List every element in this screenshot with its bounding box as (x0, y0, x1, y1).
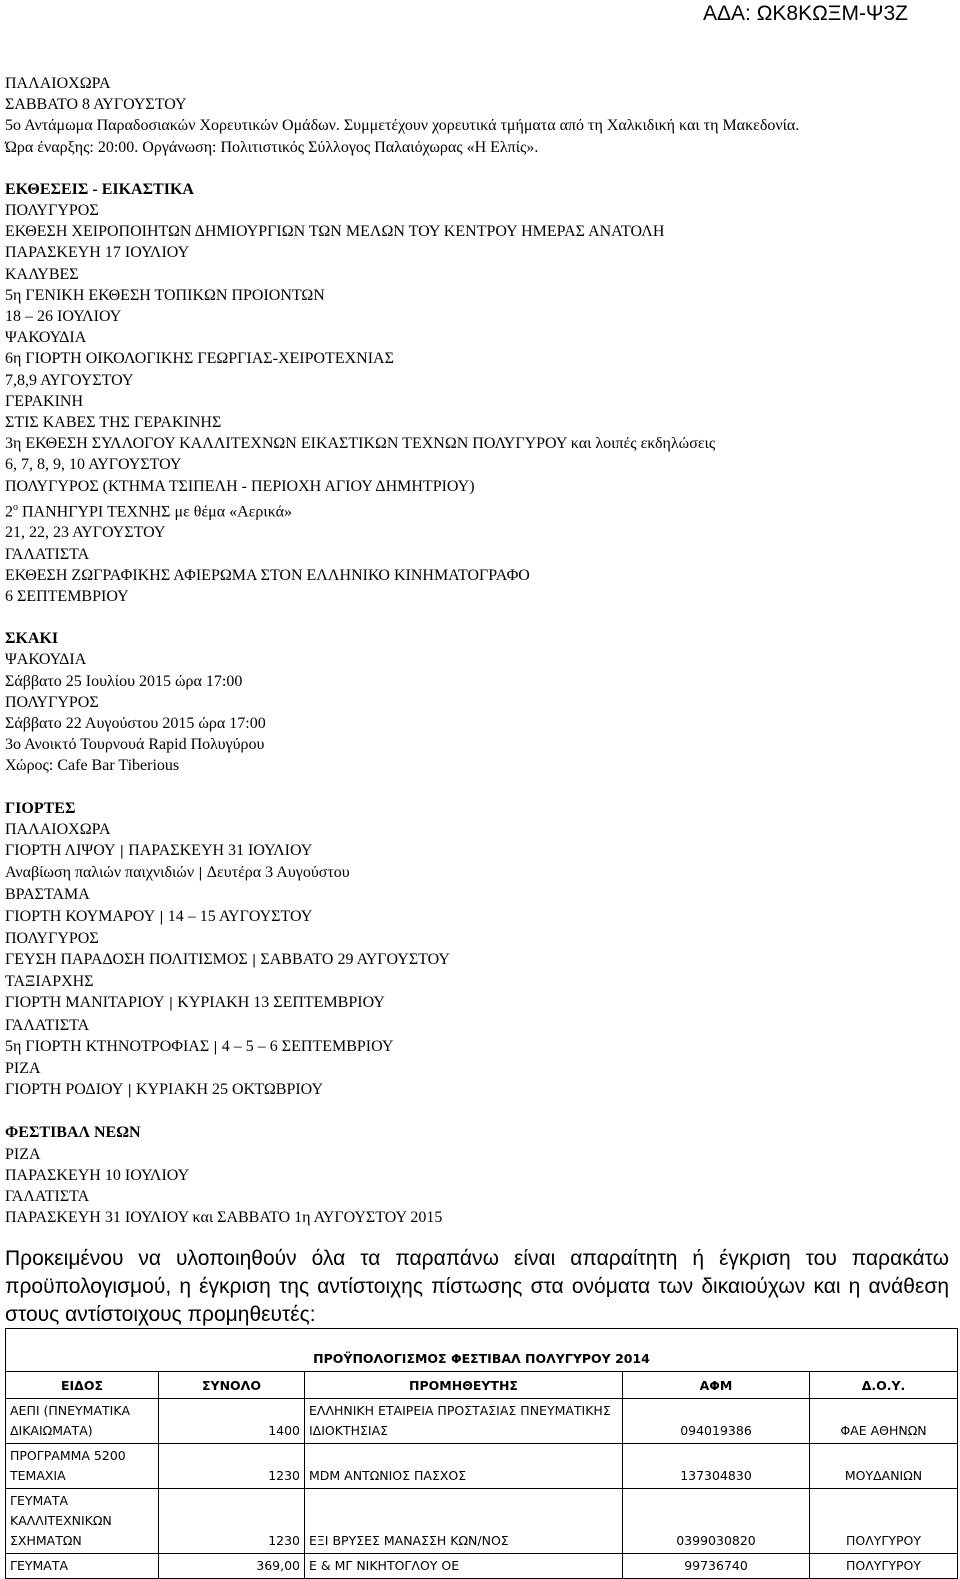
cell-eidos: ΠΡΟΓΡΑΜΜΑ 5200 ΤΕΜΑΧΙΑ (6, 1444, 159, 1489)
line-text: ΠΑΝΗΓΥΡΙ ΤΕΧΝΗΣ με θέμα «Αερικά» (18, 503, 292, 521)
budget-title: ΠΡΟΫΠΟΛΟΓΙΣΜΟΣ ΦΕΣΤΙΒΑΛ ΠΟΛΥΓΥΡΟΥ 2014 (6, 1329, 958, 1372)
line-part: ΓΕΥΣΗ ΠΑΡΑΔΟΣΗ ΠΟΛΙΤΙΣΜΟΣ (5, 951, 248, 969)
cell-promitheftis: ΕΞΙ ΒΡΥΣΕΣ ΜΑΝΑΣΣΗ ΚΩΝ/ΝΟΣ (305, 1489, 623, 1554)
cell-doy: ΠΟΛΥΓΥΡΟΥ (810, 1489, 958, 1554)
header-doy: Δ.Ο.Υ. (810, 1372, 958, 1399)
separator-bar: | (164, 996, 178, 1012)
header-eidos: ΕΙΔΟΣ (6, 1372, 159, 1399)
program-line: Σάββατο 25 Ιουλίου 2015 ώρα 17:00 (5, 672, 243, 690)
program-line: ΕΚΘΕΣΗ ΧΕΙΡΟΠΟΙΗΤΩΝ ΔΗΜΙΟΥΡΓΙΩΝ ΤΩΝ ΜΕΛΩΝ ΤΟΥ ΚΕΝΤΡΟΥ ΗΜΕΡΑΣ ΑΝΑΤΟΛΗ (5, 223, 665, 241)
line-part: 5η ΓΙΟΡΤΗ ΚΤΗΝΟΤΡΟΦΙΑΣ (5, 1037, 210, 1055)
cell-afm: 137304830 (623, 1444, 810, 1489)
program-line: ΠΟΛΥΓΥΡΟΣ (5, 693, 99, 711)
budget-row (6, 1444, 958, 1489)
line-part: Δευτέρα 3 Αυγούστου (206, 864, 350, 882)
cell-doy: ΜΟΥΔΑΝΙΩΝ (810, 1444, 958, 1489)
program-line: ΠΟΛΥΓΥΡΟΣ (5, 929, 99, 947)
budget-row (6, 1554, 958, 1579)
cell-doy: ΦΑΕ ΑΘΗΝΩΝ (810, 1399, 958, 1444)
program-line: ΠΑΡΑΣΚΕΥΗ 31 ΙΟΥΛΙΟΥ και ΣΑΒΒΑΤΟ 1η ΑΥΓΟΥΣΤΟΥ 2015 (5, 1209, 443, 1227)
program-line: 7,8,9 ΑΥΓΟΥΣΤΟΥ (5, 371, 134, 389)
program-line: ΡΙΖΑ (5, 1145, 41, 1163)
program-line (5, 992, 955, 1014)
program-line: ΠΑΡΑΣΚΕΥΗ 17 ΙΟΥΛΙΟΥ (5, 244, 190, 262)
separator-bar: | (155, 909, 168, 925)
line-part: ΓΙΟΡΤΗ ΜΑΝΙΤΑΡΙΟΥ (5, 994, 165, 1012)
cell-promitheftis: Ε & ΜΓ ΝΙΚΗΤΟΓΛΟΥ ΟΕ (305, 1554, 623, 1579)
program-line: 18 – 26 ΙΟΥΛΙΟΥ (5, 308, 122, 326)
cell-doy: ΠΟΛΥΓΥΡΟΥ (810, 1554, 958, 1579)
cell-eidos: ΑΕΠΙ (ΠΝΕΥΜΑΤΙΚΑ ΔΙΚΑΙΩΜΑΤΑ) (6, 1399, 159, 1444)
program-line: 6 ΣΕΠΤΕΜΒΡΙΟΥ (5, 588, 129, 605)
line-part: ΚΥΡΙΑΚΗ 13 ΣΕΠΤΕΜΒΡΙΟΥ (177, 994, 385, 1012)
header-promitheftis: ΠΡΟΜΗΘΕΥΤΗΣ (305, 1372, 623, 1399)
program-line: 3ο Ανοικτό Τουρνουά Rapid Πολυγύρου (5, 736, 265, 754)
program-line: Ώρα έναρξης: 20:00. Οργάνωση: Πολιτιστικός Σύλλογος Παλαιόχωρας «Η Ελπίς». (5, 138, 539, 156)
program-line: ΣΤΙΣ ΚΑΒΕΣ ΤΗΣ ΓΕΡΑΚΙΝΗΣ (5, 414, 222, 432)
line-part: ΓΙΟΡΤΗ ΛΙΨΟΥ (5, 842, 116, 860)
program-line (5, 862, 955, 884)
program-line: ΓΑΛΑΤΙΣΤΑ (5, 545, 90, 563)
line-part: ΓΙΟΡΤΗ ΚΟΥΜΑΡΟΥ (5, 907, 156, 925)
ordinal-number: 2 (5, 503, 13, 521)
section-heading: ΕΚΘΕΣΕΙΣ - ΕΙΚΑΣΤΙΚΑ (5, 180, 194, 198)
program-line: ΠΟΛΥΓΥΡΟΣ (ΚΤΗΜΑ ΤΣΙΠΕΛΗ - ΠΕΡΙΟΧΗ ΑΓΙΟΥ ΔΗΜΗΤΡΙΟΥ) (5, 477, 475, 495)
cell-afm: 094019386 (623, 1399, 810, 1444)
program-line: 3η ΕΚΘΕΣΗ ΣΥΛΛΟΓΟΥ ΚΑΛΛΙΤΕΧΝΩΝ ΕΙΚΑΣΤΙΚΩΝ ΤΕΧΝΩΝ ΠΟΛΥΓΥΡΟΥ και λοιπές εκδηλώσεις (5, 435, 716, 453)
ada-code: ΑΔΑ: ΩΚ8ΚΩΞΜ-Ψ3Ζ (703, 2, 908, 25)
program-line: ΨΑΚΟΥΔΙΑ (5, 651, 87, 669)
cell-eidos: ΓΕΥΜΑΤΑ (6, 1554, 159, 1579)
event-program (5, 73, 955, 1228)
program-line: ΣΑΒΒΑΤΟ 8 ΑΥΓΟΥΣΤΟΥ (5, 96, 187, 114)
program-line: 6η ΓΙΟΡΤΗ ΟΙΚΟΛΟΓΙΚΗΣ ΓΕΩΡΓΙΑΣ-ΧΕΙΡΟΤΕΧΝΙΑΣ (5, 350, 394, 368)
budget-header-row (6, 1372, 958, 1399)
separator-bar: | (209, 1039, 222, 1055)
program-line: Σάββατο 22 Αυγούστου 2015 ώρα 17:00 (5, 715, 266, 733)
header-synolo: ΣΥΝΟΛΟ (159, 1372, 305, 1399)
separator-bar: | (247, 953, 261, 969)
program-line: ΓΕΡΑΚΙΝΗ (5, 392, 84, 410)
program-line (5, 949, 955, 971)
cell-eidos: ΓΕΥΜΑΤΑ ΚΑΛΛΙΤΕΧΝΙΚΩΝ ΣΧΗΜΑΤΩΝ (6, 1489, 159, 1554)
cell-synolo: 1230 (159, 1444, 305, 1489)
line-part: ΣΑΒΒΑΤΟ 29 ΑΥΓΟΥΣΤΟΥ (260, 951, 450, 969)
program-line: 21, 22, 23 ΑΥΓΟΥΣΤΟΥ (5, 524, 166, 542)
program-line (5, 1079, 955, 1101)
separator-bar: | (123, 1083, 136, 1099)
program-line: ΚΑΛΥΒΕΣ (5, 265, 79, 283)
section-heading: ΓΙΟΡΤΕΣ (5, 799, 76, 817)
cell-afm: 0399030820 (623, 1489, 810, 1554)
separator-bar: | (115, 844, 129, 860)
line-part: 4 – 5 – 6 ΣΕΠΤΕΜΒΡΙΟΥ (221, 1037, 394, 1055)
cell-promitheftis: MDM ΑΝΤΩΝΙΟΣ ΠΑΣΧΟΣ (305, 1444, 623, 1489)
program-line: 6, 7, 8, 9, 10 ΑΥΓΟΥΣΤΟΥ (5, 456, 182, 474)
program-line: ΓΑΛΑΤΙΣΤΑ (5, 1188, 90, 1206)
program-line (5, 1036, 955, 1058)
line-part: 14 – 15 ΑΥΓΟΥΣΤΟΥ (167, 907, 313, 925)
ordinal-suffix: ο (13, 501, 18, 513)
program-line: ΠΑΛΑΙΟΧΩΡΑ (5, 820, 111, 838)
cell-synolo: 1230 (159, 1489, 305, 1554)
line-part: ΠΑΡΑΣΚΕΥΗ 31 ΙΟΥΛΙΟΥ (128, 842, 313, 860)
header-afm: ΑΦΜ (623, 1372, 810, 1399)
separator-bar: | (194, 866, 207, 882)
program-line (5, 840, 955, 862)
cell-synolo: 369,00 (159, 1554, 305, 1579)
program-line: ΠΟΛΥΓΥΡΟΣ (5, 202, 99, 220)
program-line: 5η ΓΕΝΙΚΗ ΕΚΘΕΣΗ ΤΟΠΙΚΩΝ ΠΡΟΙΟΝΤΩΝ (5, 286, 325, 304)
section-heading: ΣΚΑΚΙ (5, 630, 59, 648)
cell-afm: 99736740 (623, 1554, 810, 1579)
program-line: ΓΑΛΑΤΙΣΤΑ (5, 1016, 90, 1034)
program-line (5, 497, 955, 523)
line-part: ΚΥΡΙΑΚΗ 25 ΟΚΤΩΒΡΙΟΥ (136, 1081, 323, 1099)
program-line (5, 906, 955, 928)
program-line: ΕΚΘΕΣΗ ΖΩΓΡΑΦΙΚΗΣ ΑΦΙΕΡΩΜΑ ΣΤΟΝ ΕΛΛΗΝΙΚΟ ΚΙΝΗΜΑΤΟΓΡΑΦΟ (5, 566, 530, 584)
budget-row (6, 1399, 958, 1444)
section-heading: ΦΕΣΤΙΒΑΛ ΝΕΩΝ (5, 1124, 141, 1142)
program-line: ΒΡΑΣΤΑΜΑ (5, 886, 90, 904)
program-line: 5ο Αντάμωμα Παραδοσιακών Χορευτικών Ομάδων. Συμμετέχουν χορευτικά τμήματα από τη Χαλκιδική και τη Μακεδονία. (5, 117, 800, 135)
approval-paragraph: Προκειμένου να υλοποιηθούν όλα τα παραπάνω είναι απαραίτητη ή έγκριση του παρακάτω προϋπολογισμού, η έγκριση της αντίστοιχης πίστωσης στα ονόματα των δικαιούχων και η ανάθεση στους αντίστοιχους προμηθευτές: (5, 1247, 949, 1326)
program-line: ΤΑΞΙΑΡΧΗΣ (5, 973, 94, 991)
program-line: ΠΑΡΑΣΚΕΥΗ 10 ΙΟΥΛΙΟΥ (5, 1166, 190, 1184)
budget-table (5, 1328, 958, 1579)
cell-synolo: 1400 (159, 1399, 305, 1444)
budget-row (6, 1489, 958, 1554)
program-line: Χώρος: Cafe Bar Tiberious (5, 757, 180, 775)
line-part: ΓΙΟΡΤΗ ΡΟΔΙΟΥ (5, 1081, 124, 1099)
line-part: Αναβίωση παλιών παιχνιδιών (5, 864, 195, 882)
program-line: ΨΑΚΟΥΔΙΑ (5, 329, 87, 347)
cell-promitheftis: ΕΛΛΗΝΙΚΗ ΕΤΑΙΡΕΙΑ ΠΡΟΣΤΑΣΙΑΣ ΠΝΕΥΜΑΤΙΚΗΣ ΙΔΙΟΚΤΗΣΙΑΣ (305, 1399, 623, 1444)
program-line: ΡΙΖΑ (5, 1060, 41, 1078)
program-line: ΠΑΛΑΙΟΧΩΡΑ (5, 75, 111, 92)
